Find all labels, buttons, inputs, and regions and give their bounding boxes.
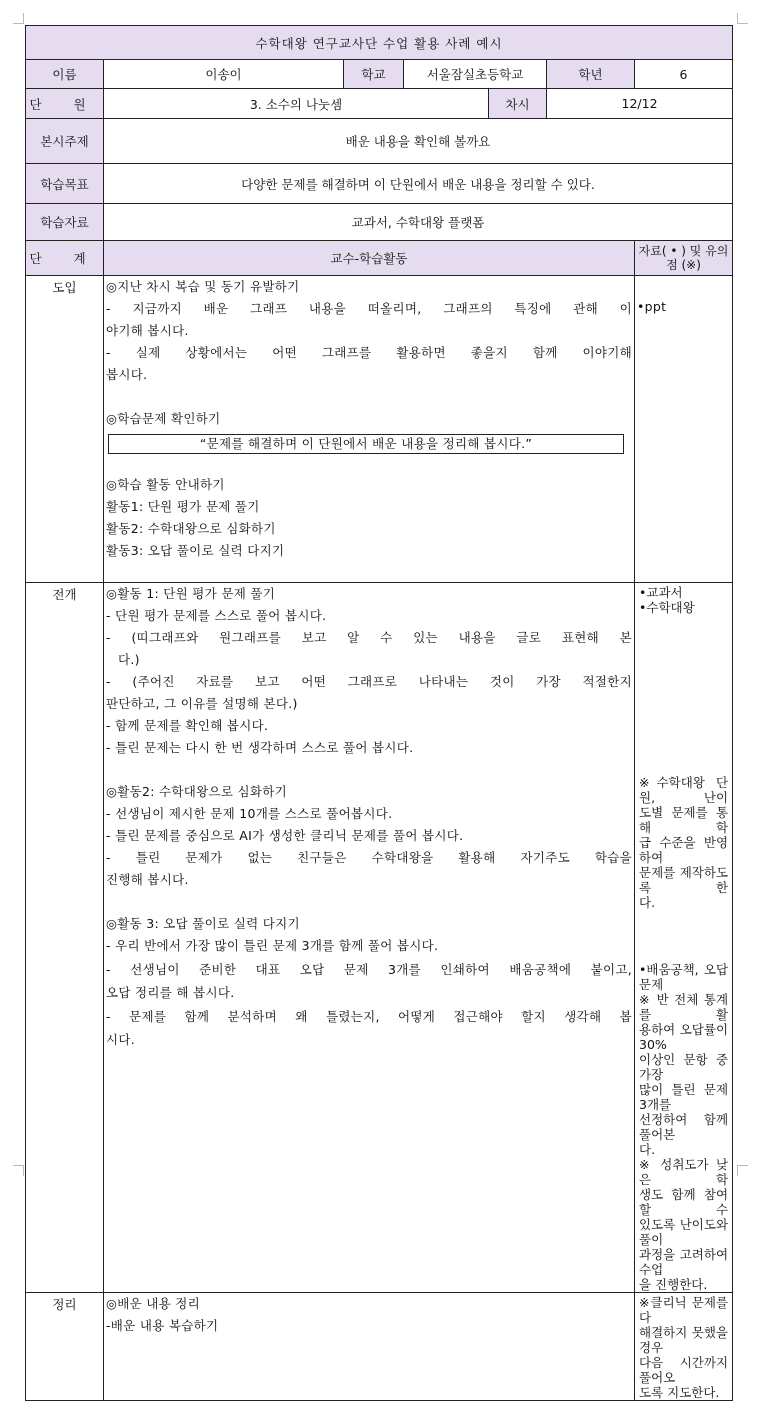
resource-note: 급 수준을 반영하여 xyxy=(639,835,729,865)
school-value: 서울잠실초등학교 xyxy=(404,60,547,89)
develop-line: - 틀린 문제가 없는 친구들은 수학대왕을 활용해 자기주도 학습을 xyxy=(106,850,632,865)
resource-note: 도별 문제를 통해 학 xyxy=(639,805,729,835)
crop-mark-top-right xyxy=(737,13,748,24)
unit-label: 단 원 xyxy=(26,89,104,119)
develop-line: 오답 정리를 해 봅시다. xyxy=(106,985,235,1000)
material-value: 교과서, 수학대왕 플랫폼 xyxy=(104,204,733,241)
session-value: 12/12 xyxy=(547,89,733,119)
resource-note: 도록 지도한다. xyxy=(639,1385,720,1400)
intro-line: 활동2: 수학대왕으로 심화하기 xyxy=(106,521,276,536)
document-title: 수학대왕 연구교사단 수업 활용 사례 예시 xyxy=(26,26,733,60)
intro-line: 야기해 봅시다. xyxy=(106,323,189,338)
resource-note: 선정하여 함께 풀어본 xyxy=(639,1112,729,1142)
resource-item: •교과서 xyxy=(639,585,683,600)
develop-line: - 우리 반에서 가장 많이 틀린 문제 3개를 함께 풀어 봅시다. xyxy=(106,938,439,953)
develop-line: - (주어진 자료를 보고 어떤 그래프로 나타내는 것이 가장 적절한지 xyxy=(106,674,632,689)
develop-line: - 단원 평가 문제를 스스로 풀어 봅시다. xyxy=(106,608,327,623)
resource-note: ※ 반 전체 통계를 활 xyxy=(639,992,729,1022)
resource-note: 다. xyxy=(639,895,656,910)
develop-line: ◎활동 1: 단원 평가 문제 풀기 xyxy=(106,586,276,601)
wrap-notes xyxy=(635,1293,733,1401)
resource-note: 이상인 문항 중 가장 xyxy=(639,1052,729,1082)
resource-note: 다음 시간까지 풀어오 xyxy=(639,1355,729,1385)
develop-line: ◎활동 3: 오답 풀이로 실력 다지기 xyxy=(106,916,300,931)
crop-mark-top-left xyxy=(13,13,24,24)
develop-line: 시다. xyxy=(106,1032,136,1047)
develop-line: - 선생님이 준비한 대표 오답 문제 3개를 인쇄하여 배움공책에 붙이고, xyxy=(106,962,632,977)
wrap-line: -배운 내용 복습하기 xyxy=(106,1318,219,1333)
grade-label: 학년 xyxy=(547,60,635,89)
resource-note: 다. xyxy=(639,1142,656,1157)
topic-value: 배운 내용을 확인해 볼까요 xyxy=(104,119,733,164)
develop-line: - 틀린 문제를 중심으로 AI가 생성한 클리닉 문제를 풀어 봅시다. xyxy=(106,828,464,843)
name-label: 이름 xyxy=(26,60,104,89)
resource-note: ※ 성취도가 낮은 학 xyxy=(639,1157,729,1187)
goal-value: 다양한 문제를 해결하며 이 단원에서 배운 내용을 정리할 수 있다. xyxy=(104,164,733,204)
material-label: 학습자료 xyxy=(26,204,104,241)
intro-activities xyxy=(104,276,635,583)
develop-resources xyxy=(635,583,733,1293)
develop-line: 진행해 봅시다. xyxy=(106,872,189,887)
intro-resources xyxy=(635,276,733,583)
develop-line: ◎활동2: 수학대왕으로 심화하기 xyxy=(106,784,288,799)
session-label: 차시 xyxy=(489,89,547,119)
intro-line: 활동3: 오답 풀이로 실력 다지기 xyxy=(106,543,285,558)
intro-line: 봅시다. xyxy=(106,367,148,382)
develop-line: - (띠그래프와 원그래프를 보고 알 수 있는 내용을 글로 표현해 본 xyxy=(106,630,632,645)
resource-note: 있도록 난이도와 풀이 xyxy=(639,1217,729,1247)
resource-note: 용하여 오답률이 30% xyxy=(639,1022,729,1052)
resource-note: ※클리닉 문제를 다 xyxy=(639,1295,729,1325)
resource-note: 과정을 고려하여 수업 xyxy=(639,1247,729,1277)
crop-mark-bottom-left xyxy=(13,1165,24,1176)
resource-note: 많이 틀린 문제 3개를 xyxy=(639,1082,729,1112)
develop-line: 다.) xyxy=(118,652,140,667)
stage-wrap: 정리 xyxy=(26,1293,104,1401)
develop-line: - 문제를 함께 분석하며 왜 틀렸는지, 어떻게 접근해야 할지 생각해 봅 xyxy=(106,1009,632,1024)
intro-line: - 지금까지 배운 그래프 내용을 떠올리며, 그래프의 특징에 관해 이 xyxy=(106,301,632,316)
intro-line: ◎학습 활동 안내하기 xyxy=(106,477,225,492)
develop-line: 판단하고, 그 이유를 설명해 본다.) xyxy=(106,696,298,711)
resource-note: 해결하지 못했을 경우 xyxy=(639,1325,729,1355)
topic-label: 본시주제 xyxy=(26,119,104,164)
goal-label: 학습목표 xyxy=(26,164,104,204)
intro-line: ◎학습문제 확인하기 xyxy=(106,411,221,426)
develop-line: - 틀린 문제는 다시 한 번 생각하며 스스로 풀어 봅시다. xyxy=(106,740,414,755)
wrap-activities xyxy=(104,1293,635,1401)
stage-develop: 전개 xyxy=(26,583,104,1293)
resource-note: 문제를 제작하도록 한 xyxy=(639,865,729,895)
lesson-plan-table xyxy=(25,25,733,1401)
intro-line: - 실제 상황에서는 어떤 그래프를 활용하면 좋을지 함께 이야기해 xyxy=(106,345,632,360)
resource-item: •ppt xyxy=(637,299,667,314)
activity-header: 교수-학습활동 xyxy=(104,241,635,276)
unit-value: 3. 소수의 나눗셈 xyxy=(104,89,489,119)
resource-item: •수학대왕 xyxy=(639,600,695,615)
resource-note: •배움공책, 오답문제 xyxy=(639,962,729,992)
resource-note: 생도 함께 참여할 수 xyxy=(639,1187,729,1217)
intro-line: ◎지난 차시 복습 및 동기 유발하기 xyxy=(106,279,300,294)
wrap-line: ◎배운 내용 정리 xyxy=(106,1296,201,1311)
school-label: 학교 xyxy=(344,60,404,89)
stage-header: 단 계 xyxy=(26,241,104,276)
develop-line: - 함께 문제를 확인해 봅시다. xyxy=(106,718,269,733)
resource-note: ※수학대왕 단원, 난이 xyxy=(639,775,729,805)
grade-value: 6 xyxy=(635,60,733,89)
resources-header: 자료( • ) 및 유의점 (※) xyxy=(635,241,733,276)
develop-line: - 선생님이 제시한 문제 10개를 스스로 풀어봅시다. xyxy=(106,806,393,821)
resource-note: 을 진행한다. xyxy=(639,1277,708,1292)
learning-problem-box: “문제를 해결하며 이 단원에서 배운 내용을 정리해 봅시다.” xyxy=(108,434,624,454)
name-value: 이송이 xyxy=(104,60,344,89)
stage-intro: 도입 xyxy=(26,276,104,583)
crop-mark-bottom-right xyxy=(737,1165,748,1176)
intro-line: 활동1: 단원 평가 문제 풀기 xyxy=(106,499,260,514)
develop-activities xyxy=(104,583,635,1293)
